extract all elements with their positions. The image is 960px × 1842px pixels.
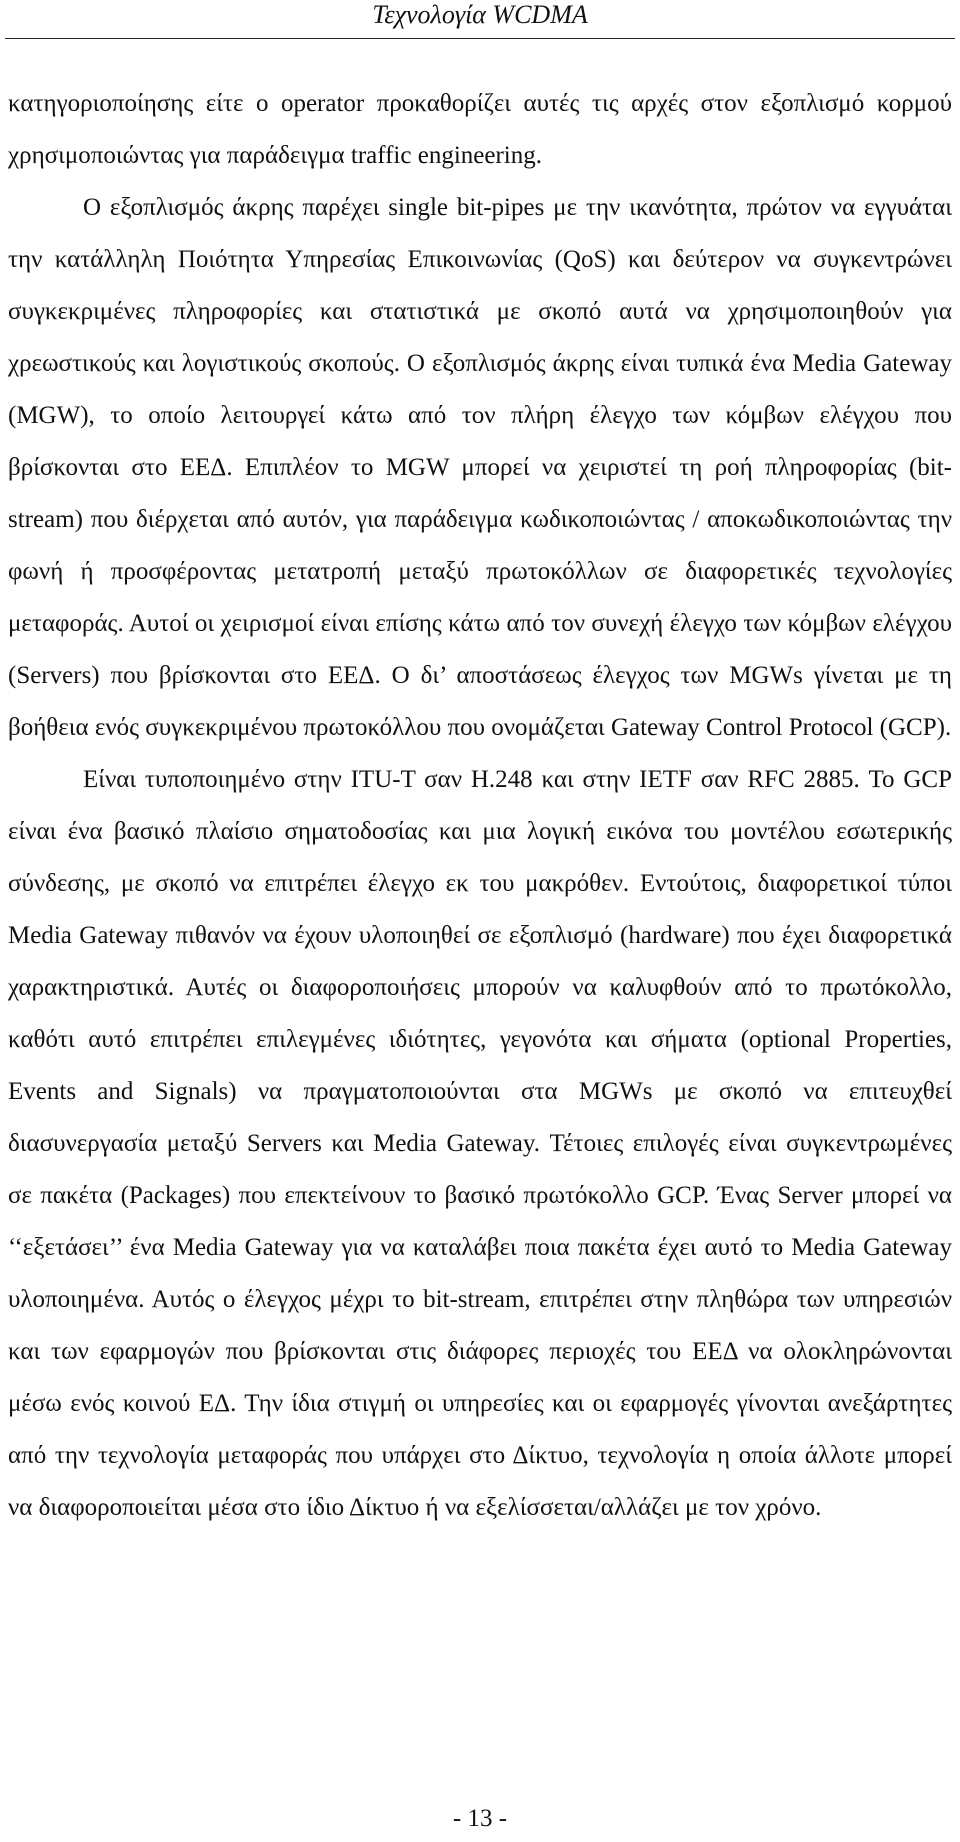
paragraph-2: Ο εξοπλισμός άκρης παρέχει single bit-pipes με την ικανότητα, πρώτον να εγγυάται την κατάλληλη Ποιότητα Υπηρεσίας Επικοινωνίας (QoS) και δεύτερον να συγκεντρώνει συγκεκριμένες πληροφορίες και στατιστικά με σκοπό αυτά να χρησιμοποιηθούν για χρεωστικούς και λογιστικούς σκοπούς. Ο εξοπλισμός άκρης είναι τυπικά ένα Media Gateway (MGW), το οποίο λειτουργεί κάτω από τον πλήρη έλεγχο των κόμβων ελέγχου που βρίσκονται στο ΕΕΔ. Επιπλέον το MGW μπορεί να χειριστεί τη ροή πληροφορίας (bit-stream) που διέρχεται από αυτόν, για παράδειγμα κωδικοποιώντας / αποκωδικοποιώντας την φωνή ή προσφέροντας μετατροπή μεταξύ πρωτοκόλλων σε διαφορετικές τεχνολογίες μεταφοράς. Αυτοί οι χειρισμοί είναι επίσης κάτω από τον συνεχή έλεγχο των κόμβων ελέγχου (Servers) που βρίσκονται στο ΕΕΔ. Ο δι’ αποστάσεως έλεγχος των MGWs γίνεται με τη βοήθεια ενός συγκεκριμένου πρωτοκόλλου που ονομάζεται Gateway Control Protocol (GCP). <box>8 194 952 741</box>
paragraph-1: κατηγοριοποίησης είτε ο operator προκαθορίζει αυτές τις αρχές στον εξοπλισμό κορμού χρησιμοποιώντας για παράδειγμα traffic engineering. <box>8 90 952 169</box>
page-number: - 13 - <box>452 1805 508 1832</box>
document-body <box>8 78 952 1534</box>
paragraph-3: Είναι τυποποιημένο στην ITU-T σαν H.248 και στην IETF σαν RFC 2885. Το GCP είναι ένα βασικό πλαίσιο σηματοδοσίας και μια λογική εικόνα του μοντέλου εσωτερικής σύνδεσης, με σκοπό να επιτρέπει έλεγχο εκ του μακρόθεν. Εντούτοις, διαφορετικοί τύποι Media Gateway πιθανόν να έχουν υλοποιηθεί σε εξοπλισμό (hardware) που έχει διαφορετικά χαρακτηριστικά. Αυτές οι διαφοροποιήσεις μπορούν να καλυφθούν από το πρωτόκολλο, καθότι αυτό επιτρέπει επιλεγμένες ιδιότητες, γεγονότα και σήματα (optional Properties, Events and Signals) να πραγματοποιούνται στα MGWs με σκοπό να επιτευχθεί διασυνεργασία μεταξύ Servers και Media Gateway. Τέτοιες επιλογές είναι συγκεντρωμένες σε πακέτα (Packages) που επεκτείνουν το βασικό πρωτόκολλο GCP. Ένας Server μπορεί να ‘‘εξετάσει’’ ένα Media Gateway για να καταλάβει ποια πακέτα έχει αυτό το Media Gateway υλοποιημένα. Αυτός ο έλεγχος μέχρι το bit-stream, επιτρέπει στην πληθώρα των υπηρεσιών και των εφαρμογών που βρίσκονται στις διάφορες περιοχές του ΕΕΔ να ολοκληρώνονται μέσω ενός κοινού ΕΔ. Την ίδια στιγμή οι υπηρεσίες και οι εφαρμογές γίνονται ανεξάρτητες από την τεχνολογία μεταφοράς που υπάρχει στο Δίκτυο, τεχνολογία η οποία άλλοτε μπορεί να διαφοροποιείται μέσα στο ίδιο Δίκτυο ή να εξελίσσεται/αλλάζει με τον χρόνο. <box>8 766 952 1521</box>
header-divider <box>5 38 955 39</box>
running-header: Τεχνολογία WCDMA <box>372 0 588 29</box>
